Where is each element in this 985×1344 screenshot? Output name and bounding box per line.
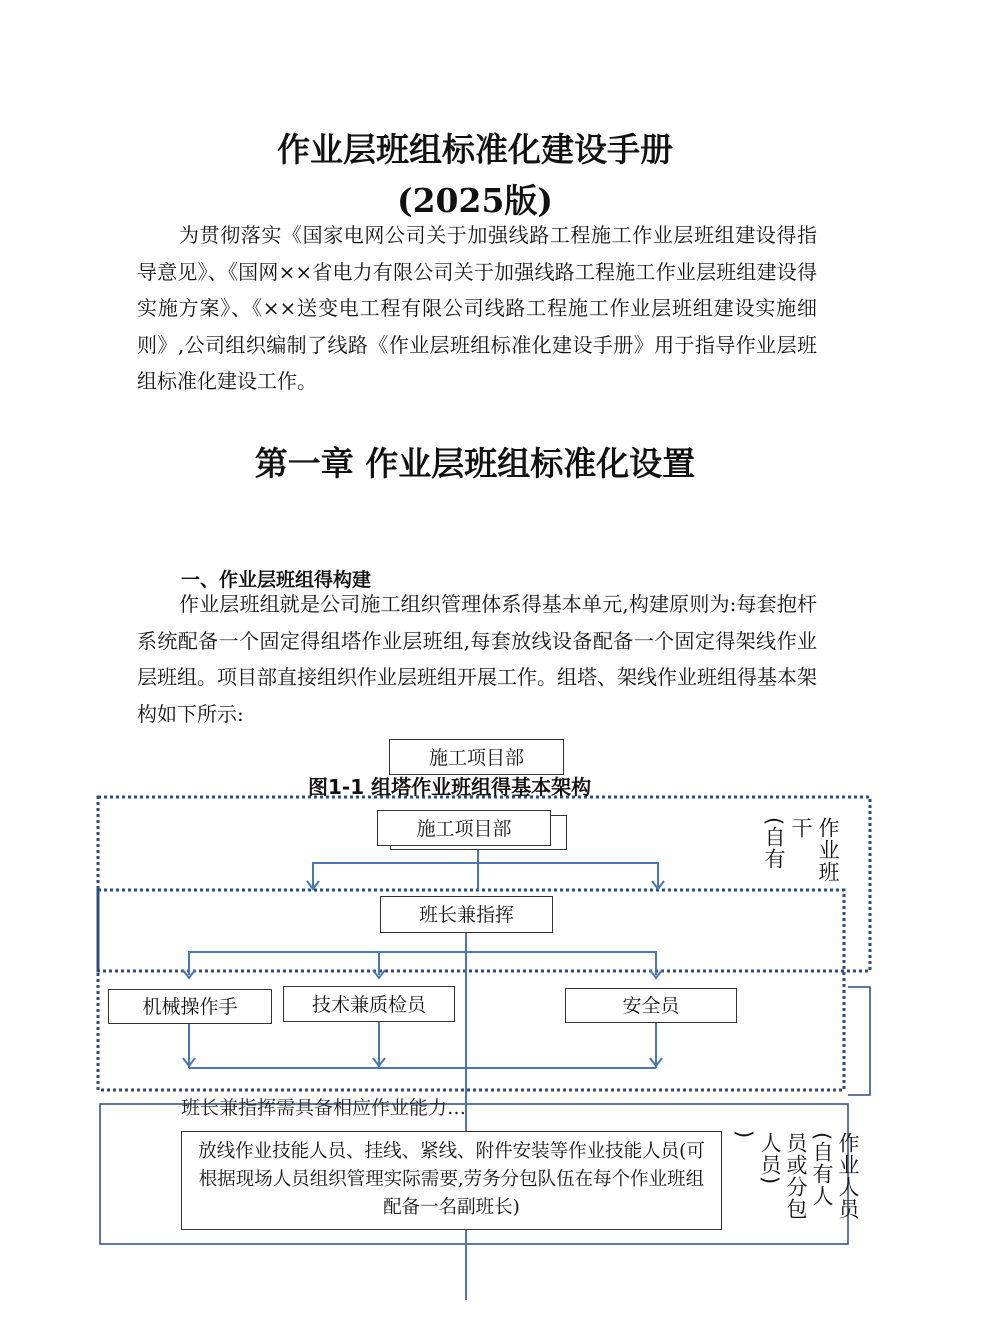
side-label-team: 作业班: [816, 817, 840, 883]
side-label-paren: ): [732, 1130, 756, 1140]
side-label-own: (自有: [762, 817, 786, 871]
role-box-mechanic: 机械操作手: [108, 989, 272, 1024]
figure-caption: 图1-1 组塔作业班组得基本架构: [308, 775, 592, 799]
workers-box: 放线作业技能人员、挂线、紧线、附件安装等作业技能人员(可根据现场人员组织管理实际需要,劳务分包队伍在每个作业班组配备一名副班长): [181, 1131, 722, 1230]
side-label-core: 干: [789, 817, 813, 839]
role-box-safety: 安全员: [565, 988, 737, 1023]
top-project-box: 施工项目部: [389, 739, 564, 775]
side-label-or-sub: 员或分包: [784, 1132, 808, 1220]
side-label-own-staff: (自有人: [810, 1132, 834, 1208]
leader-box: 班长兼指挥: [380, 896, 553, 933]
chapter-heading: 第一章 作业层班组标准化设置: [254, 444, 696, 483]
side-label-staff: 人员): [758, 1132, 782, 1186]
clipped-paragraph: 班长兼指挥需具备相应作业能力…: [181, 1097, 467, 1119]
document-title: 作业层班组标准化建设手册: [277, 130, 673, 169]
section-paragraph: 作业层班组就是公司施工组织管理体系得基本单元,构建原则为:每套抱杆系统配备一个固定得组塔作业层班组,每套放线设备配备一个固定得架线作业层班组。项目部直接组织作业层班组开展工作。组塔、架线作业班组得基本架构如下所示:: [137, 592, 817, 726]
section-heading: 一、作业层班组得构建: [181, 569, 372, 591]
role-box-tech-qc: 技术兼质检员: [283, 986, 455, 1022]
intro-paragraph: 为贯彻落实《国家电网公司关于加强线路工程施工作业层班组建设得指导意见》、《国网××省电力有限公司关于加强线路工程施工作业层班组建设得实施方案》、《××送变电工程有限公司线路工程施工作业层班组建设实施细则》,公司组织编制了线路《作业层班组标准化建设手册》用于指导作业层班组标准化建设工作。: [137, 223, 817, 393]
project-box: 施工项目部: [377, 810, 551, 846]
side-label-workers: 作业人员: [836, 1132, 860, 1220]
document-edition: (2025版): [396, 181, 554, 220]
